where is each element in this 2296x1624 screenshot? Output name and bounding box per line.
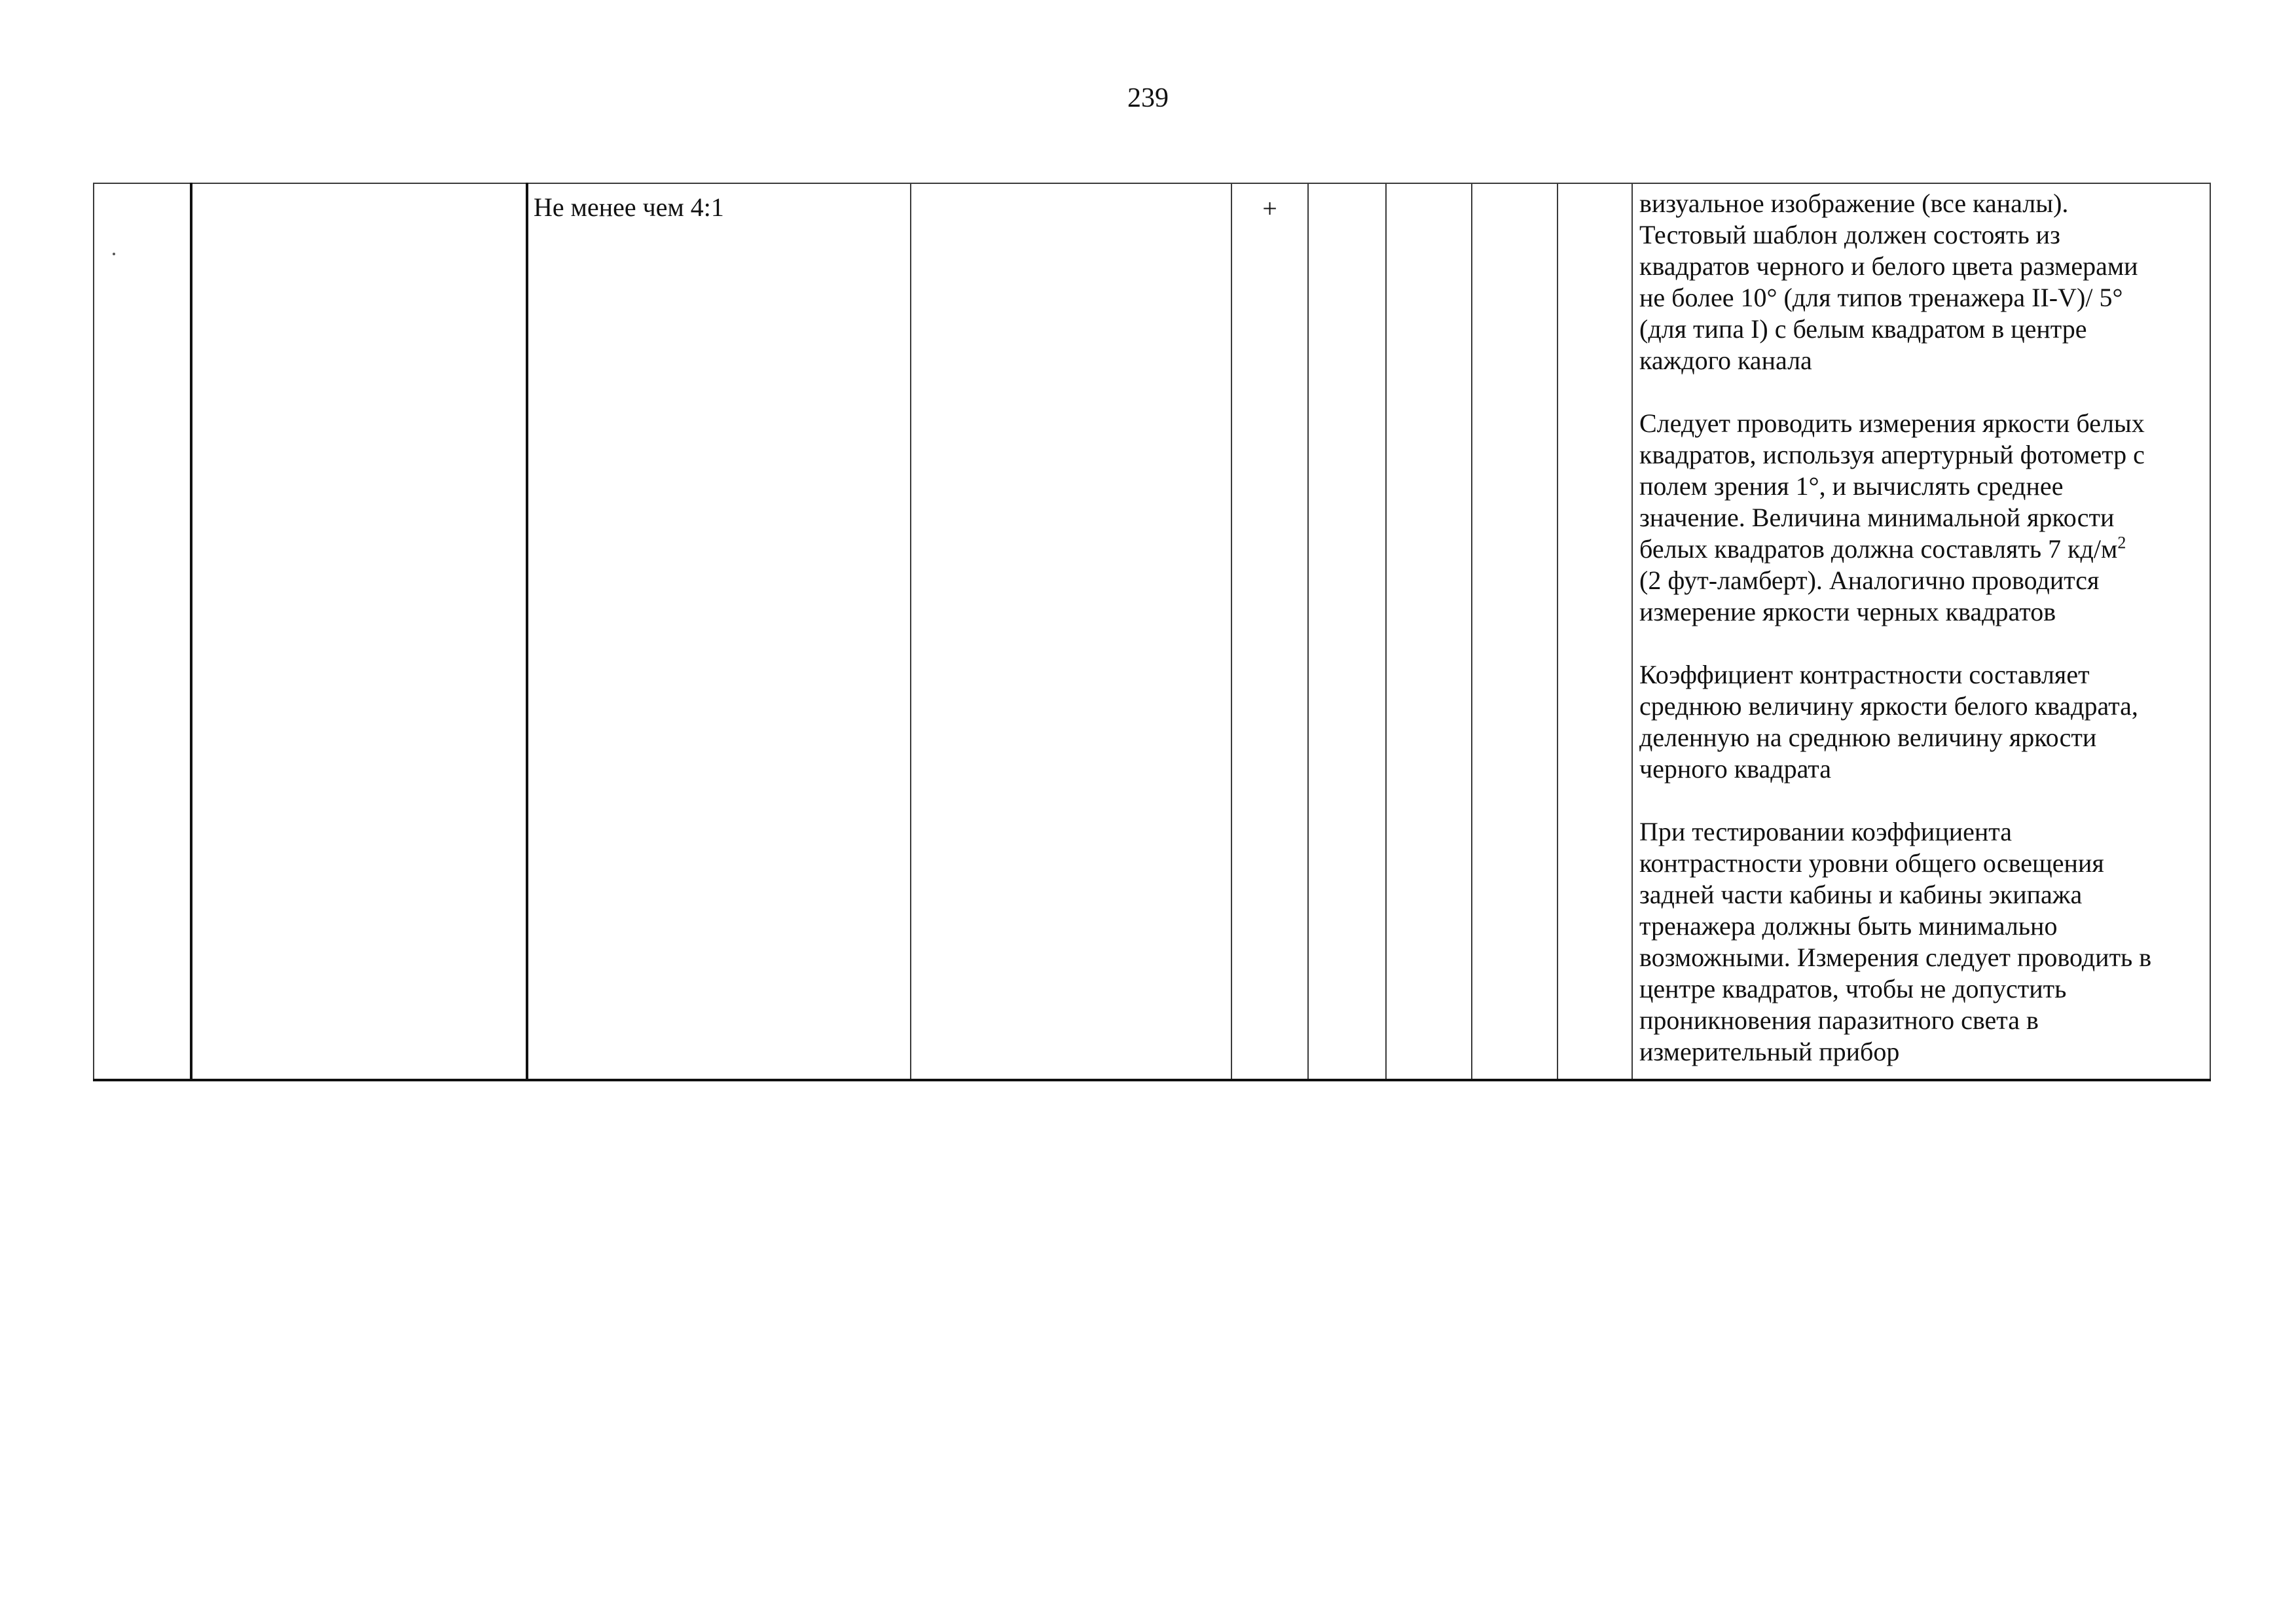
requirements-table (93, 183, 2211, 1081)
notes-line-text: белых квадратов должна составлять 7 кд/м (1639, 534, 2118, 564)
table-cell-empty (1308, 183, 1386, 1080)
notes-line: Следует проводить измерения яркости белых (1639, 408, 2145, 438)
notes-paragraph (1639, 659, 2204, 785)
requirement-text: Не менее чем 4:1 (534, 192, 724, 222)
notes-line: измерение яркости черных квадратов (1639, 597, 2056, 626)
notes-paragraph (1639, 408, 2204, 628)
notes-line (1639, 533, 2204, 565)
plus-mark: + (1262, 194, 1277, 223)
notes-line: деленную на среднюю величину яркости (1639, 723, 2097, 752)
notes-line: измерительный прибор (1639, 1037, 1900, 1066)
superscript: 2 (2117, 533, 2126, 552)
table-cell-index (94, 183, 191, 1080)
notes-line: квадратов черного и белого цвета размерами (1639, 251, 2138, 281)
table-cell-empty (1386, 183, 1472, 1080)
notes-line: визуальное изображение (все каналы). (1639, 189, 2069, 218)
notes-paragraph (1639, 188, 2204, 376)
notes-text (1633, 184, 2210, 1068)
notes-line: задней части кабины и кабины экипажа (1639, 880, 2083, 909)
table-cell-empty (1472, 183, 1558, 1080)
notes-paragraph (1639, 816, 2204, 1068)
notes-line: квадратов, используя апертурный фотометр с (1639, 440, 2145, 469)
notes-line: полем зрения 1°, и вычислять среднее (1639, 471, 2064, 501)
notes-line: тренажера должны быть минимально (1639, 911, 2058, 941)
table-cell-empty (1558, 183, 1632, 1080)
notes-line: среднюю величину яркости белого квадрата, (1639, 691, 2138, 721)
table-cell-notes (1632, 183, 2210, 1080)
notes-line: (2 фут-ламберт). Аналогично проводится (1639, 566, 2100, 595)
table-cell-requirement (527, 183, 911, 1080)
page-number: 239 (1127, 83, 1169, 113)
notes-line: Коэффициент контрастности составляет (1639, 660, 2090, 689)
notes-line: значение. Величина минимальной яркости (1639, 503, 2115, 532)
scan-speck (113, 253, 115, 255)
notes-line: каждого канала (1639, 346, 1812, 375)
table-cell-empty (911, 183, 1231, 1080)
notes-line: центре квадратов, чтобы не допустить (1639, 974, 2067, 1003)
notes-line: возможными. Измерения следует проводить в (1639, 943, 2152, 972)
notes-line: не более 10° (для типов тренажера II-V)/ 5° (1639, 283, 2123, 312)
notes-line: черного квадрата (1639, 754, 1832, 784)
notes-line: При тестировании коэффициента (1639, 817, 2013, 846)
table-cell-mark (1231, 183, 1308, 1080)
notes-line: контрастности уровни общего освещения (1639, 848, 2104, 878)
table-cell-parameter (191, 183, 527, 1080)
notes-line: проникновения паразитного света в (1639, 1005, 2039, 1035)
notes-line: Тестовый шаблон должен состоять из (1639, 220, 2060, 249)
table-row (94, 183, 2210, 1080)
notes-line: (для типа I) с белым квадратом в центре (1639, 314, 2087, 344)
